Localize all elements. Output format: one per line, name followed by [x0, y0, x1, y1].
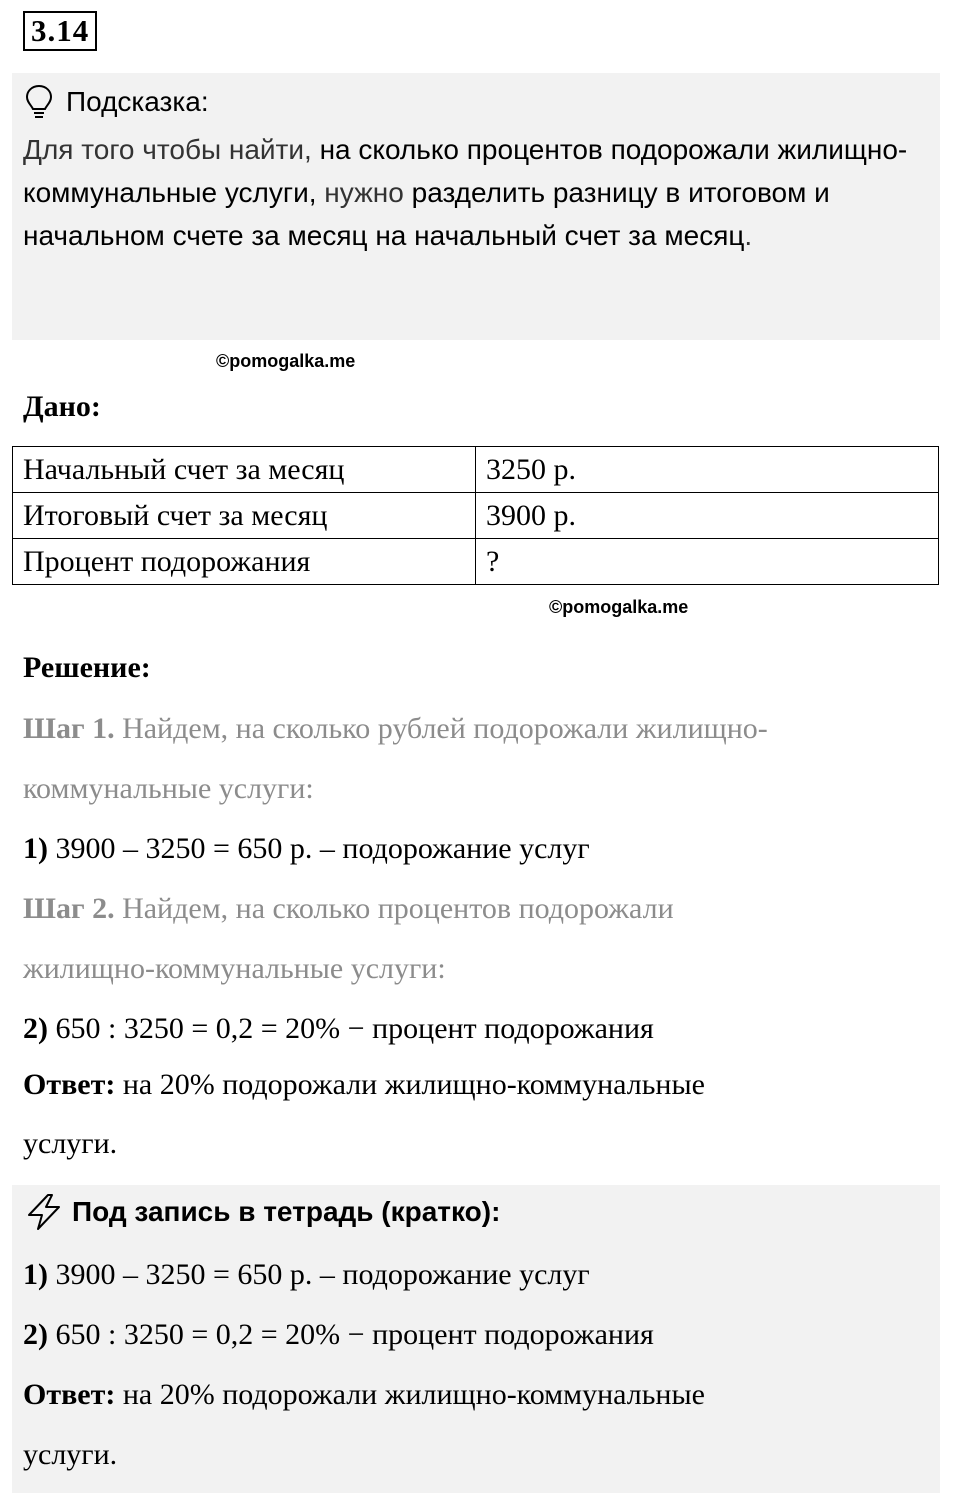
hint-text: Для того чтобы найти, на сколько процентов подорожали жилищно-коммунальные услуги, нужно разделить разницу в итоговом и начальном счете за месяц на начальный счет за месяц.	[23, 134, 908, 251]
watermark: ©pomogalka.me	[549, 597, 689, 617]
table-row	[13, 447, 939, 493]
table-cell: 3900 р.	[476, 493, 939, 539]
notebook-answer-line: Ответ: на 20% подорожали жилищно-коммунальные	[23, 1378, 705, 1411]
calc1-line: 1) 3900 – 3250 = 650 р. – подорожание услуг	[23, 832, 590, 865]
notebook-answer-line-cont: услуги.	[23, 1438, 118, 1471]
step1-line: Шаг 1. Найдем, на сколько рублей подорожали жилищно-	[23, 712, 768, 745]
given-table	[12, 446, 939, 585]
answer-line-cont: услуги.	[23, 1127, 118, 1160]
table-cell: 3250 р.	[476, 447, 939, 493]
notebook-title-text: Под запись в тетрадь (кратко):	[72, 1196, 501, 1227]
lightbulb-icon	[24, 84, 54, 120]
notebook-title	[24, 1192, 500, 1232]
given-title: Дано:	[23, 390, 101, 423]
solution-title: Решение:	[23, 651, 151, 684]
table-cell: Процент подорожания	[13, 539, 476, 585]
table-cell: ?	[476, 539, 939, 585]
step2-line-cont: жилищно-коммунальные услуги:	[23, 952, 446, 985]
lightning-icon	[24, 1192, 64, 1232]
hint-title	[24, 84, 209, 120]
table-row	[13, 493, 939, 539]
table-cell: Итоговый счет за месяц	[13, 493, 476, 539]
watermark: ©pomogalka.me	[216, 351, 356, 371]
answer-line: Ответ: на 20% подорожали жилищно-коммунальные	[23, 1068, 705, 1101]
calc2-line: 2) 650 : 3250 = 0,2 = 20% − процент подорожания	[23, 1012, 654, 1045]
table-cell: Начальный счет за месяц	[13, 447, 476, 493]
step1-line-cont: коммунальные услуги:	[23, 772, 314, 805]
notebook-calc1-line: 1) 3900 – 3250 = 650 р. – подорожание услуг	[23, 1258, 590, 1291]
task-number: 3.14	[23, 11, 97, 51]
hint-title-text: Подсказка:	[66, 86, 209, 117]
step2-line: Шаг 2. Найдем, на сколько процентов подорожали	[23, 892, 674, 925]
table-row	[13, 539, 939, 585]
notebook-calc2-line: 2) 650 : 3250 = 0,2 = 20% − процент подорожания	[23, 1318, 654, 1351]
